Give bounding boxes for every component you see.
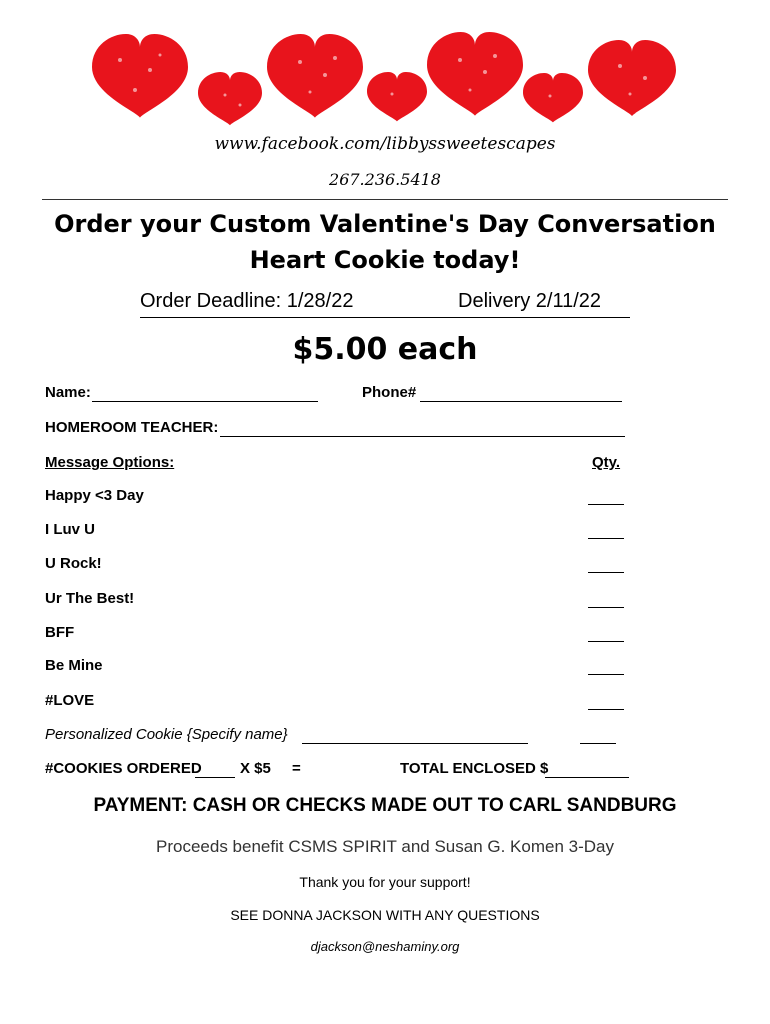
heart-icon <box>198 72 262 125</box>
heart-icon <box>267 34 363 118</box>
name-label: Name: <box>45 384 91 401</box>
thanks-text: Thank you for your support! <box>299 874 471 890</box>
title-line-1: Order your Custom Valentine's Day Conversation <box>54 210 716 238</box>
name-field[interactable] <box>92 401 318 402</box>
option-label: U Rock! <box>45 555 102 572</box>
hearts-banner <box>0 0 770 130</box>
qty-field[interactable] <box>588 709 624 710</box>
qty-field[interactable] <box>588 641 624 642</box>
header-divider <box>42 199 728 200</box>
option-label: Happy <3 Day <box>45 487 144 504</box>
option-label: Ur The Best! <box>45 590 135 607</box>
phone-label: Phone# <box>362 384 417 401</box>
website-text: www.facebook.com/libbyssweetescapes <box>214 134 556 154</box>
email-text: djackson@neshaminy.org <box>310 939 460 954</box>
title-line-2: Heart Cookie today! <box>249 246 521 274</box>
option-label: BFF <box>45 624 75 641</box>
cookies-ordered-label: #COOKIES ORDERED <box>45 760 202 777</box>
teacher-field[interactable] <box>220 436 625 437</box>
qty-field[interactable] <box>588 538 624 539</box>
qty-field[interactable] <box>588 607 624 608</box>
personalized-label: Personalized Cookie {Specify name} <box>45 726 288 743</box>
order-deadline: Order Deadline: 1/28/22 <box>140 290 354 312</box>
phone-field[interactable] <box>420 401 622 402</box>
qty-field[interactable] <box>588 572 624 573</box>
options-label: Message Options: <box>45 454 175 471</box>
price-text: $5.00 each <box>292 332 478 367</box>
qty-field[interactable] <box>588 674 624 675</box>
total-enclosed-field[interactable] <box>545 777 629 778</box>
questions-text: SEE DONNA JACKSON WITH ANY QUESTIONS <box>230 907 540 923</box>
option-label: Be Mine <box>45 657 103 674</box>
heart-icon <box>367 72 427 121</box>
teacher-label: HOMEROOM TEACHER: <box>45 419 219 436</box>
option-label: #LOVE <box>45 692 95 709</box>
payment-text: PAYMENT: CASH OR CHECKS MADE OUT TO CARL SANDBURG <box>93 795 677 816</box>
personalized-qty-field[interactable] <box>580 743 616 744</box>
heart-icon <box>523 73 583 122</box>
qty-label: Qty. <box>592 454 621 471</box>
personalized-name-field[interactable] <box>302 743 528 744</box>
qty-field[interactable] <box>588 504 624 505</box>
option-label: I Luv U <box>45 521 96 538</box>
delivery-date: Delivery 2/11/22 <box>458 290 602 312</box>
proceeds-text: Proceeds benefit CSMS SPIRIT and Susan G. Komen 3-Day <box>156 837 614 856</box>
heart-icon <box>92 34 188 118</box>
heart-icon <box>427 32 523 116</box>
phone-text: 267.236.5418 <box>329 170 441 189</box>
equals-sign: = <box>292 760 301 777</box>
total-enclosed-label: TOTAL ENCLOSED $ <box>400 760 549 777</box>
heart-icon <box>588 40 676 116</box>
cookies-ordered-field[interactable] <box>195 777 235 778</box>
deadline-row <box>140 290 630 318</box>
times-price: X $5 <box>240 760 271 777</box>
